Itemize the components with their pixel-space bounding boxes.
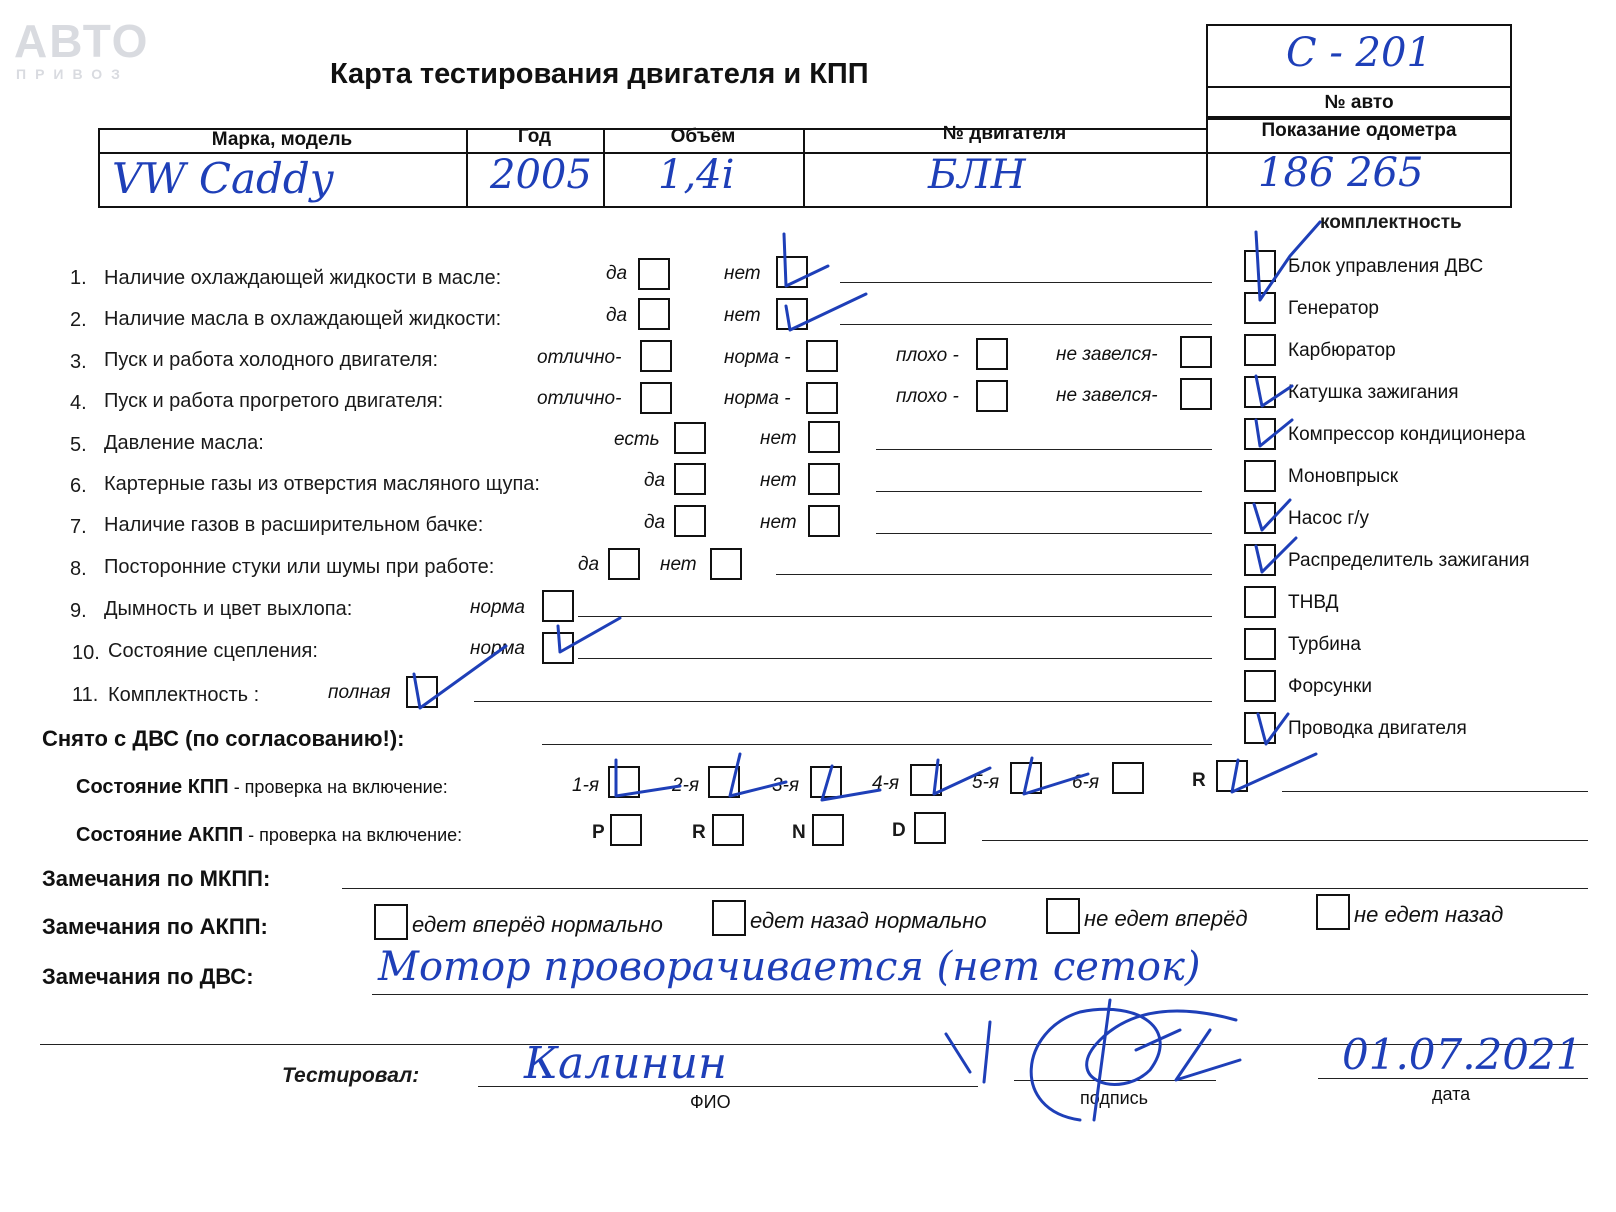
kpp-gear-3: 3-я <box>772 775 800 796</box>
signature-caption: подпись <box>1080 1088 1149 1108</box>
akpp-mode-p: P <box>592 822 605 843</box>
q2-number: 2. <box>70 309 87 331</box>
akpp-mode-n: N <box>792 822 806 843</box>
kpp-gear-2: 2-я <box>672 775 700 796</box>
q3-opt-bad: плохо - <box>896 345 959 366</box>
check-mark-kpp-5 <box>1024 758 1088 794</box>
check-mark-q1-no <box>784 234 828 286</box>
q5-number: 5. <box>70 434 87 456</box>
q2-opt-no: нет <box>724 305 761 326</box>
check-mark-kpp-3 <box>822 766 880 800</box>
q10-number: 10. <box>72 642 100 664</box>
check-mark-comp-distributor <box>1256 538 1296 572</box>
check-mark-comp-wiring <box>1258 714 1288 744</box>
comp-label-wiring: Проводка двигателя <box>1288 718 1467 739</box>
q10-text: Состояние сцепления: <box>108 640 318 662</box>
check-mark-comp-ignition-coil <box>1256 376 1292 406</box>
q3-opt-normal: норма - <box>724 347 791 368</box>
q6-opt-no: нет <box>760 470 797 491</box>
remarks-akpp-label: Замечания по АКПП: <box>42 914 268 939</box>
tested-by-label: Тестировал: <box>282 1064 420 1087</box>
comp-label-injectors: Форсунки <box>1288 676 1372 697</box>
header-volume: Объём <box>670 126 736 147</box>
fio-caption: ФИО <box>690 1092 731 1112</box>
kpp-gear-6: 6-я <box>1072 772 1100 793</box>
q7-text: Наличие газов в расширительном бачке: <box>104 514 484 536</box>
check-mark-q2-no <box>786 294 866 330</box>
q9-number: 9. <box>70 600 87 622</box>
q1-number: 1. <box>70 267 87 289</box>
comp-label-ignition-coil: Катушка зажигания <box>1288 382 1459 403</box>
q8-text: Посторонние стуки или шумы при работе: <box>104 556 495 578</box>
q5-opt-yes: есть <box>614 429 660 450</box>
q3-opt-not-started: не завелся- <box>1056 344 1158 365</box>
q4-opt-excellent: отлично- <box>537 388 622 409</box>
completeness-title: комплектность <box>1320 212 1462 233</box>
q6-number: 6. <box>70 475 87 497</box>
date-handwritten: 01.07.2021 <box>1342 1030 1583 1079</box>
comp-label-generator: Генератор <box>1288 298 1379 319</box>
check-mark-comp-ac <box>1256 420 1292 446</box>
comp-label-ecu: Блок управления ДВС <box>1288 256 1484 277</box>
q6-text: Картерные газы из отверстия масляного щупа: <box>104 473 540 495</box>
comp-label-turbine: Турбина <box>1288 634 1361 655</box>
q1-opt-no: нет <box>724 263 761 284</box>
comp-label-ps-pump: Насос г/у <box>1288 508 1370 529</box>
q3-number: 3. <box>70 351 87 373</box>
value-odometer: 186 265 <box>1258 150 1424 196</box>
q7-opt-no: нет <box>760 512 797 533</box>
tester-handwritten-name: Калинин <box>524 1038 727 1089</box>
q9-text: Дымность и цвет выхлопа: <box>104 598 353 620</box>
kpp-label-rest: - проверка на включение: <box>228 777 448 797</box>
check-mark-kpp-2 <box>730 754 786 796</box>
q4-number: 4. <box>70 392 87 414</box>
remarks-mkpp-label: Замечания по МКПП: <box>42 866 271 891</box>
value-volume: 1,4i <box>658 152 735 198</box>
q8-opt-no: нет <box>660 554 697 575</box>
check-mark-kpp-1 <box>616 760 680 796</box>
comp-label-distributor: Распределитель зажигания <box>1288 550 1530 571</box>
kpp-gear-1: 1-я <box>572 775 600 796</box>
check-mark-q11-full <box>414 646 506 708</box>
q6-opt-yes: да <box>644 470 666 491</box>
comp-label-ac-compressor: Компрессор кондиционера <box>1288 424 1526 445</box>
removed-label: Снято с ДВС (по согласованию!): <box>42 726 405 751</box>
q3-text: Пуск и работа холодного двигателя: <box>104 349 439 371</box>
signature-plus <box>946 1022 990 1082</box>
car-number-label: № авто <box>1324 92 1394 113</box>
remarks-dvs-handwritten: Мотор проворачивается (нет сеток) <box>378 944 1201 990</box>
value-brand-model: VW Caddy <box>112 154 334 203</box>
kpp-gear-r: R <box>1192 770 1206 791</box>
q1-text: Наличие охлаждающей жидкости в масле: <box>104 267 502 289</box>
form-title: Карта тестирования двигателя и КПП <box>330 58 869 90</box>
logo-sub-text: ПРИВОЗ <box>16 66 129 82</box>
akpp-remark-no-backward: не едет назад <box>1354 902 1504 927</box>
header-odometer: Показание одометра <box>1261 120 1457 141</box>
q2-opt-yes: да <box>606 305 628 326</box>
logo-main-text: АВТО <box>14 15 150 67</box>
value-engine-no: БЛН <box>928 152 1026 198</box>
q7-number: 7. <box>70 516 87 538</box>
akpp-mode-r: R <box>692 822 706 843</box>
value-year: 2005 <box>490 152 592 198</box>
akpp-remark-backward-ok: едет назад нормально <box>750 908 987 933</box>
q4-opt-not-started: не завелся- <box>1056 385 1158 406</box>
q8-opt-yes: да <box>578 554 600 575</box>
q5-text: Давление масла: <box>104 432 264 454</box>
comp-label-carburetor: Карбюратор <box>1288 340 1396 361</box>
akpp-remark-forward-ok: едет вперёд нормально <box>412 912 663 937</box>
comp-label-mono-injection: Моновпрыск <box>1288 466 1399 487</box>
comp-label-tnvd: ТНВД <box>1288 592 1339 613</box>
check-mark-kpp-4 <box>934 760 990 794</box>
q3-opt-excellent: отлично- <box>537 347 622 368</box>
akpp-label-rest: - проверка на включение: <box>243 825 463 845</box>
akpp-remark-no-forward: не едет вперёд <box>1084 906 1248 931</box>
date-caption: дата <box>1432 1084 1471 1104</box>
q4-opt-normal: норма - <box>724 388 791 409</box>
check-mark-comp-ecu <box>1256 222 1320 300</box>
q11-opt-full: полная <box>328 682 391 703</box>
q5-opt-no: нет <box>760 428 797 449</box>
car-number-value: С - 201 <box>1286 30 1432 76</box>
check-mark-kpp-r <box>1232 754 1316 792</box>
q9-opt-normal: норма <box>470 597 525 618</box>
q1-opt-yes: да <box>606 263 628 284</box>
kpp-gear-5: 5-я <box>972 772 1000 793</box>
kpp-gear-4: 4-я <box>872 773 900 794</box>
q2-text: Наличие масла в охлаждающей жидкости: <box>104 308 502 330</box>
q4-text: Пуск и работа прогретого двигателя: <box>104 390 444 412</box>
akpp-label-bold: Состояние АКПП <box>76 824 244 846</box>
akpp-mode-d: D <box>892 820 906 841</box>
header-year: Год <box>517 126 552 147</box>
check-mark-comp-ps-pump <box>1254 500 1290 530</box>
check-mark-q10-normal <box>558 618 620 652</box>
q7-opt-yes: да <box>644 512 666 533</box>
q8-number: 8. <box>70 558 87 580</box>
kpp-label-bold: Состояние КПП <box>76 776 229 798</box>
q4-opt-bad: плохо - <box>896 386 959 407</box>
remarks-dvs-label: Замечания по ДВС: <box>42 964 254 989</box>
q10-opt-normal: норма <box>470 638 525 659</box>
q11-number: 11. <box>72 684 99 706</box>
q11-text: Комплектность : <box>108 684 260 706</box>
signature-mark <box>1031 1000 1240 1120</box>
header-engine-no: № двигателя <box>942 123 1067 144</box>
header-brand-model: Марка, модель <box>211 129 353 150</box>
